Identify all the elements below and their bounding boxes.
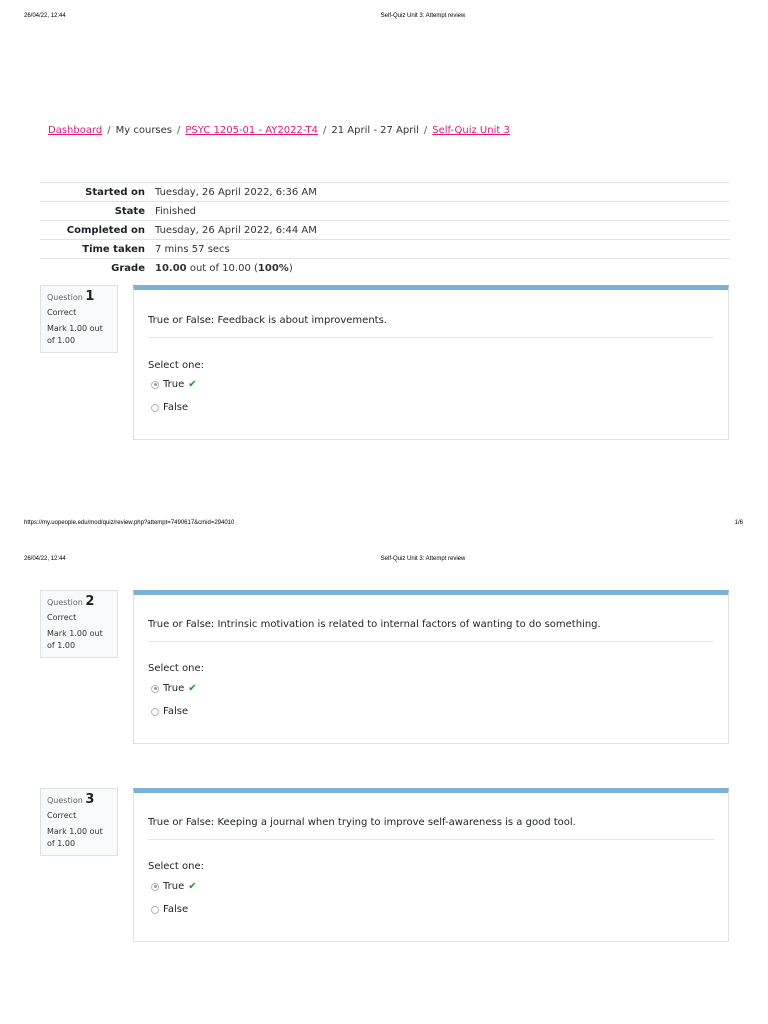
answer-option-false[interactable] xyxy=(151,904,188,915)
summary-row xyxy=(40,202,730,221)
answer-label: True xyxy=(163,881,185,892)
grade-label: Grade xyxy=(40,259,150,278)
question-divider xyxy=(148,337,714,338)
check-icon: ✔ xyxy=(188,379,197,390)
question-divider xyxy=(148,641,714,642)
question-number: 1 xyxy=(85,289,95,304)
summary-row-grade xyxy=(40,259,730,278)
breadcrumb-separator: / xyxy=(107,125,111,136)
print-date: 26/04/22, 12:44 xyxy=(24,13,66,19)
question-text: True or False: Feedback is about improvements. xyxy=(148,315,387,326)
grade-out-of: out of 10.00 ( xyxy=(186,262,258,274)
summary-label: Time taken xyxy=(40,240,150,259)
answer-option-false[interactable] xyxy=(151,402,188,413)
question-content-2 xyxy=(133,590,729,744)
breadcrumb-section: 21 April - 27 April xyxy=(331,125,419,136)
breadcrumb xyxy=(48,125,510,136)
breadcrumb-separator: / xyxy=(423,125,428,136)
check-icon: ✔ xyxy=(188,683,197,694)
question-label: Question xyxy=(47,293,83,302)
question-info-2 xyxy=(40,590,118,658)
summary-value: 7 mins 57 secs xyxy=(150,240,730,259)
answer-label: True xyxy=(163,683,185,694)
answer-option-true[interactable] xyxy=(151,379,197,390)
grade-close: ) xyxy=(288,262,293,274)
answer-option-false[interactable] xyxy=(151,706,188,717)
select-one-prompt: Select one: xyxy=(148,360,205,371)
answer-option-true[interactable] xyxy=(151,683,197,694)
print-title: Self-Quiz Unit 3: Attempt review xyxy=(380,13,466,19)
breadcrumb-my-courses: My courses xyxy=(115,125,173,136)
radio-checked-icon[interactable] xyxy=(151,883,159,891)
summary-label: Completed on xyxy=(40,221,150,240)
radio-checked-icon[interactable] xyxy=(151,381,159,389)
summary-value: Finished xyxy=(150,202,730,221)
question-text: True or False: Keeping a journal when trying to improve self-awareness is a good tool. xyxy=(148,817,576,828)
question-label: Question xyxy=(47,796,83,805)
question-content-1 xyxy=(133,285,729,440)
summary-label: Started on xyxy=(40,183,150,202)
question-state: Correct xyxy=(47,308,77,317)
print-date: 26/04/22, 12:44 xyxy=(24,556,66,562)
question-label: Question xyxy=(47,598,83,607)
print-title: Self-Quiz Unit 3: Attempt review xyxy=(380,556,466,562)
question-number: 2 xyxy=(85,594,95,609)
question-number: 3 xyxy=(85,792,95,807)
question-content-3 xyxy=(133,788,729,942)
select-one-prompt: Select one: xyxy=(148,663,205,674)
question-state: Correct xyxy=(47,811,77,820)
breadcrumb-dashboard-link[interactable]: Dashboard xyxy=(48,125,103,136)
grade-percent: 100% xyxy=(257,262,289,274)
question-divider xyxy=(148,839,714,840)
attempt-summary-table xyxy=(40,182,730,278)
question-info-3 xyxy=(40,788,118,856)
breadcrumb-quiz-link[interactable]: Self-Quiz Unit 3 xyxy=(432,125,510,136)
print-url: https://my.uopeople.edu/mod/quiz/review.php?attempt=7490617&cmid=294010 xyxy=(24,520,235,526)
breadcrumb-course-link[interactable]: PSYC 1205-01 - AY2022-T4 xyxy=(185,125,319,136)
summary-row xyxy=(40,221,730,240)
radio-unchecked-icon[interactable] xyxy=(151,708,159,716)
radio-unchecked-icon[interactable] xyxy=(151,906,159,914)
summary-value: Tuesday, 26 April 2022, 6:44 AM xyxy=(150,221,730,240)
summary-label: State xyxy=(40,202,150,221)
grade-score: 10.00 xyxy=(155,262,187,274)
answer-label: False xyxy=(163,904,189,915)
answer-label: False xyxy=(163,706,189,717)
question-mark: Mark 1.00 out of 1.00 xyxy=(47,324,103,345)
grade-value xyxy=(150,259,730,278)
breadcrumb-separator: / xyxy=(177,125,181,136)
radio-checked-icon[interactable] xyxy=(151,685,159,693)
select-one-prompt: Select one: xyxy=(148,861,205,872)
question-text: True or False: Intrinsic motivation is related to internal factors of wanting to do something. xyxy=(148,619,601,630)
question-state: Correct xyxy=(47,613,77,622)
answer-label: True xyxy=(163,379,185,390)
summary-row xyxy=(40,240,730,259)
question-info-1 xyxy=(40,285,118,353)
answer-option-true[interactable] xyxy=(151,881,197,892)
print-page-number: 1/6 xyxy=(734,520,743,526)
radio-unchecked-icon[interactable] xyxy=(151,404,159,412)
summary-value: Tuesday, 26 April 2022, 6:36 AM xyxy=(150,183,730,202)
summary-row xyxy=(40,183,730,202)
question-mark: Mark 1.00 out of 1.00 xyxy=(47,827,103,848)
answer-label: False xyxy=(163,402,189,413)
breadcrumb-separator: / xyxy=(323,125,327,136)
check-icon: ✔ xyxy=(188,881,197,892)
question-mark: Mark 1.00 out of 1.00 xyxy=(47,629,103,650)
